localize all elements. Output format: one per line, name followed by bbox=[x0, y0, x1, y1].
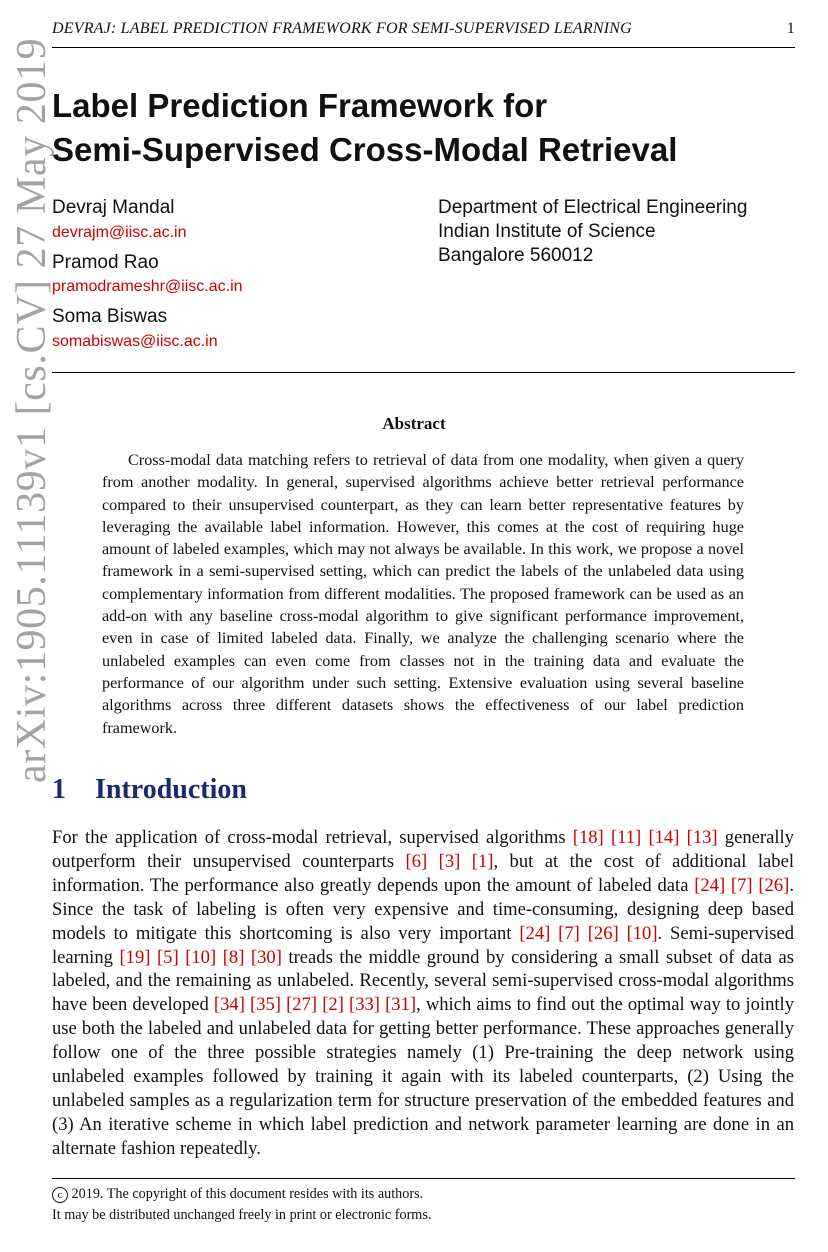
abstract-body: Cross-modal data matching refers to retrieval of data from one modality, when given a query from another modality. In general, supervised algorithms achieve better retrieval performance compared to their unsupervised counterpart, as they can learn better representative features by leveraging the available label information. However, this comes at the cost of requiring huge amount of labeled examples, which may not always be available. In this work, we propose a novel framework in a semi-supervised setting, which can predict the labels of the unlabeled data using complementary information from different modalities. The proposed framework can be used as an add-on with any baseline cross-modal algorithm to give significant performance improvement, even in case of limited labeled data. Finally, we analyze the challenging scenario where the unlabeled examples can even come from classes not in the training data and evaluate the performance of our algorithm under such setting. Extensive evaluation using several baseline algorithms across three different datasets shows the effectiveness of our label prediction framework. bbox=[102, 451, 744, 737]
citation-link[interactable]: [13] bbox=[686, 827, 718, 848]
author-email-link[interactable]: somabiswas@iisc.ac.in bbox=[52, 333, 218, 350]
paper-title bbox=[52, 84, 792, 172]
running-header bbox=[52, 20, 795, 38]
title-line: Label Prediction Framework for bbox=[52, 87, 548, 124]
intro-text: . Semi-supervised learning bbox=[52, 922, 794, 968]
citation-link[interactable]: [24] bbox=[519, 922, 551, 944]
intro-text bbox=[460, 851, 471, 872]
intro-text: treads the middle ground by considering a small subset of data as labeled, and the remaining as unlabeled. Recently, several semi-supervised cross-modal algorithms have been developed bbox=[52, 946, 794, 1016]
citation-link[interactable]: [8] bbox=[222, 946, 245, 968]
intro-text: generally outperform their unsupervised counterparts bbox=[52, 827, 794, 872]
section-heading bbox=[52, 772, 247, 808]
abstract-heading: Abstract bbox=[382, 414, 446, 433]
title-block-rule bbox=[52, 372, 795, 373]
citation-link[interactable]: [3] bbox=[438, 850, 461, 872]
title-line: Semi-Supervised Cross-Modal Retrieval bbox=[52, 131, 678, 168]
citation-link[interactable]: [1] bbox=[471, 850, 494, 872]
citation-link[interactable]: [35] bbox=[250, 994, 281, 1016]
author-email-link[interactable]: pramodrameshr@iisc.ac.in bbox=[52, 278, 243, 295]
intro-text bbox=[550, 923, 558, 944]
affiliation-line: Indian Institute of Science bbox=[438, 221, 656, 242]
citation-link[interactable]: [5] bbox=[156, 946, 179, 968]
arxiv-identifier-stamp[interactable]: arXiv:1905.11139v1 [cs.CV] 27 May 2019 bbox=[9, 37, 55, 783]
citation-link[interactable]: [27] bbox=[286, 994, 318, 1016]
copyright-footnote bbox=[52, 1184, 795, 1226]
copyright-line bbox=[52, 1184, 795, 1205]
intro-text bbox=[580, 923, 588, 944]
introduction-paragraph bbox=[52, 826, 794, 1161]
abstract-text bbox=[102, 449, 744, 739]
author-email-link[interactable]: devrajm@iisc.ac.in bbox=[52, 224, 187, 241]
intro-text bbox=[679, 827, 686, 848]
intro-text bbox=[619, 923, 627, 944]
citation-link[interactable]: [33] bbox=[349, 994, 380, 1016]
author-name: Devraj Mandal bbox=[52, 197, 175, 218]
citation-link[interactable]: [10] bbox=[185, 946, 217, 968]
intro-text bbox=[427, 851, 438, 872]
affiliation bbox=[438, 196, 747, 268]
running-title: DEVRAJ: LABEL PREDICTION FRAMEWORK FOR SEMI-SUPERVISED LEARNING bbox=[52, 20, 632, 37]
citation-link[interactable]: [2] bbox=[322, 994, 344, 1016]
affiliation-line: Bangalore 560012 bbox=[438, 245, 594, 266]
citation-link[interactable]: [24] bbox=[694, 874, 726, 896]
citation-link[interactable]: [6] bbox=[405, 850, 428, 872]
citation-link[interactable]: [18] bbox=[572, 827, 604, 848]
intro-text: , but at the cost of additional label information. The performance also greatly depends upon the amount of labeled data bbox=[52, 850, 795, 896]
affiliation-line: Department of Electrical Engineering bbox=[438, 197, 748, 218]
citation-link[interactable]: [26] bbox=[587, 922, 619, 944]
intro-text: , which aims to find out the optimal way to jointly use both the labeled and unlabeled data for getting better performance. These approaches generally follow one of the three possible strategies namely (1) Pre-training the deep network using unlabeled examples followed by training it again with its labeled counterparts, (2) Using the unlabeled samples as a regularization term for structure preservation of the embedded features and (3) An iterative scheme in which label prediction and network parameter learning are done in an alternate fashion repeatedly. bbox=[52, 994, 794, 1159]
citation-link[interactable]: [10] bbox=[626, 922, 658, 944]
author-name: Pramod Rao bbox=[52, 252, 159, 273]
citation-link[interactable]: [30] bbox=[250, 946, 282, 968]
citation-link[interactable]: [19] bbox=[119, 946, 151, 968]
citation-link[interactable]: [26] bbox=[758, 874, 790, 896]
intro-text: For the application of cross-modal retrieval, supervised algorithms bbox=[52, 827, 573, 848]
section-title: Introduction bbox=[95, 774, 247, 805]
copyright-text: 2019. The copyright of this document resides with its authors. bbox=[68, 1186, 424, 1202]
distribution-line: It may be distributed unchanged freely in print or electronic forms. bbox=[52, 1207, 432, 1223]
citation-link[interactable]: [7] bbox=[730, 874, 753, 896]
intro-text bbox=[604, 827, 611, 848]
header-rule bbox=[52, 47, 795, 48]
citation-link[interactable]: [7] bbox=[558, 922, 580, 944]
page-number: 1 bbox=[786, 20, 795, 37]
section-number: 1 bbox=[52, 774, 66, 805]
citation-link[interactable]: [11] bbox=[610, 827, 642, 848]
citation-link[interactable]: [14] bbox=[648, 827, 680, 848]
copyright-icon: c bbox=[52, 1187, 68, 1203]
footnote-rule bbox=[52, 1178, 795, 1179]
citation-link[interactable]: [34] bbox=[213, 994, 245, 1016]
citation-link[interactable]: [31] bbox=[385, 994, 417, 1016]
author-name: Soma Biswas bbox=[52, 306, 168, 327]
intro-text: . Since the task of labeling is often very expensive and time-consuming, designing deep based models to mitigate this shortcoming is also very important bbox=[52, 874, 794, 944]
